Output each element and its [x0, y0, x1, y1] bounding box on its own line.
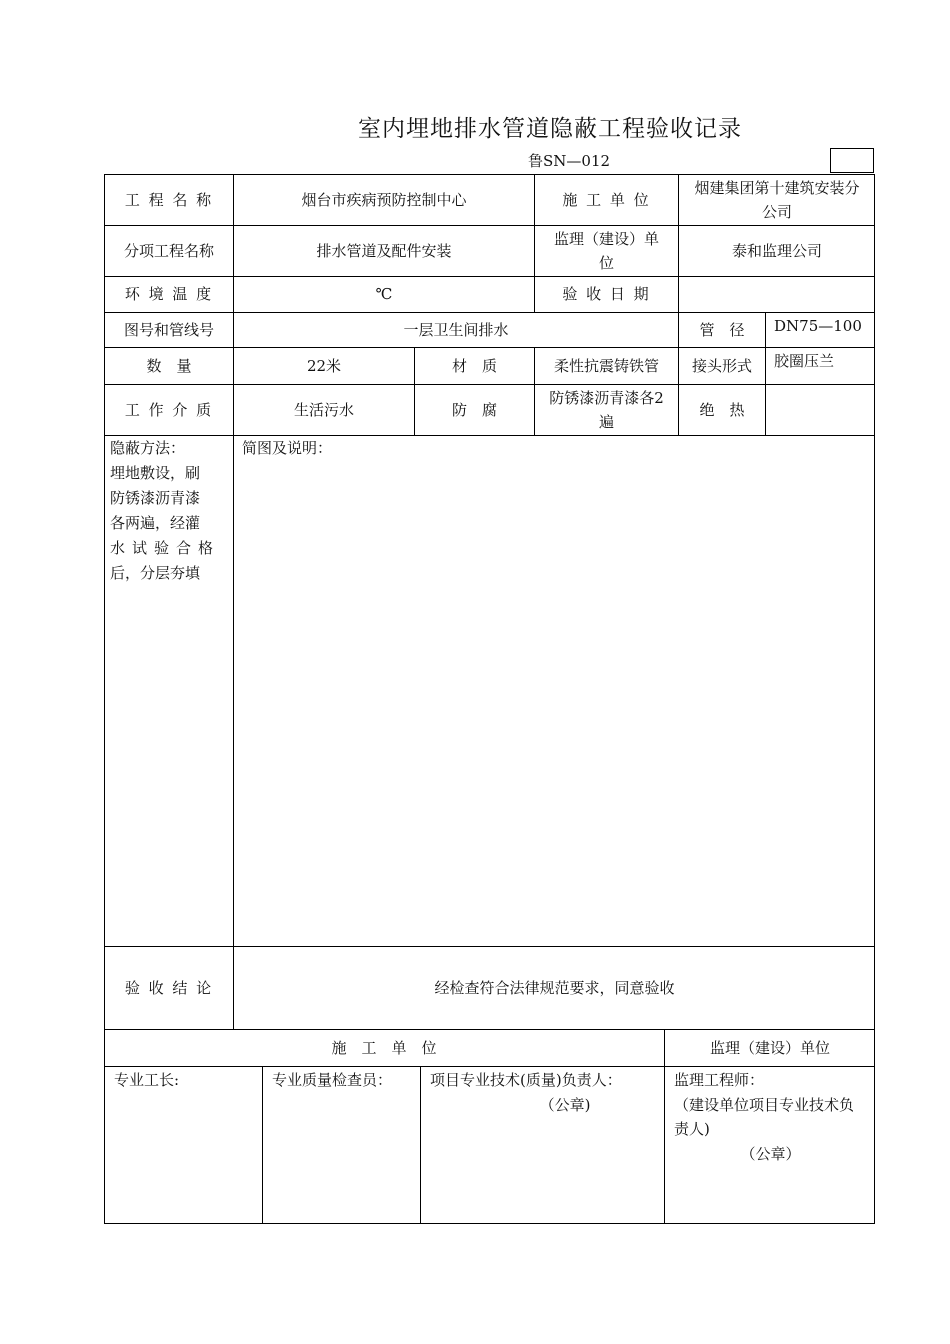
contractor-value: 烟建集团第十建筑安装分公司: [694, 178, 860, 221]
col-divider: [262, 1066, 263, 1224]
diagram-label: 简图及说明：: [242, 439, 333, 457]
accept-date-value: [679, 276, 875, 312]
sub-project-label: 分项工程名称: [123, 241, 214, 260]
form-code-box: [830, 148, 874, 173]
method-label: 隐蔽方法：: [110, 439, 186, 457]
tech-lead-signature: 项目专业技术(质量)负责人：: [430, 1071, 622, 1089]
supervision-unit-header: 监理（建设）单位: [709, 1038, 830, 1057]
method-line: 埋地敷设，刷: [110, 464, 201, 482]
project-name-label: 工 程 名 称: [124, 190, 214, 209]
env-temp-value: ℃: [375, 285, 393, 303]
supervisor-note: （建设单位项目专业技术负责人): [674, 1096, 855, 1138]
insulation-label: 绝 热: [699, 400, 745, 419]
contractor-label: 施 工 单 位: [562, 190, 651, 209]
conclusion-text: 经检查符合法律规范要求，同意验收: [434, 978, 675, 997]
tech-lead-seal: （公章): [539, 1096, 591, 1114]
anticorrosion-value: 防锈漆沥青漆各2遍: [549, 388, 664, 431]
page-title: 室内埋地排水管道隐蔽工程验收记录: [358, 116, 742, 142]
pipe-dia-value: DN75—100: [774, 317, 862, 335]
drawing-value: 一层卫生间排水: [403, 320, 509, 339]
quantity-value: 22米: [306, 356, 342, 375]
quantity-label: 数 量: [146, 356, 192, 375]
medium-label: 工 作 介 质: [124, 400, 214, 419]
env-temp-label: 环 境 温 度: [124, 285, 214, 303]
construction-unit-header: 施 工 单 位: [331, 1038, 437, 1057]
row-divider: [104, 1066, 875, 1067]
supervisor-engineer-signature: 监理工程师：: [674, 1071, 765, 1089]
supervisor-seal: （公章）: [740, 1145, 801, 1163]
medium-value: 生活污水: [293, 400, 354, 419]
method-line: 防锈漆沥青漆: [110, 489, 201, 507]
project-name-value: 烟台市疾病预防控制中心: [301, 190, 467, 209]
accept-date-label: 验 收 日 期: [562, 285, 651, 303]
insulation-value: [766, 384, 875, 435]
method-line: 水试验合格: [110, 539, 221, 557]
joint-label: 接头形式: [691, 356, 752, 375]
foreman-signature: 专业工长:: [114, 1071, 180, 1089]
concealment-method: [110, 436, 228, 586]
col-divider: [420, 1066, 421, 1224]
pipe-dia-label: 管 径: [699, 320, 745, 339]
joint-value: 胶圈压兰: [774, 352, 835, 370]
drawing-label: 图号和管线号: [123, 320, 214, 339]
material-label: 材 质: [451, 356, 497, 375]
conclusion-label: 验 收 结 论: [124, 978, 214, 997]
material-value: 柔性抗震铸铁管: [553, 356, 659, 375]
form-code: 鲁SN—012: [528, 152, 611, 170]
supervisor-value: 泰和监理公司: [731, 241, 822, 260]
method-line: 各两遍，经灌: [110, 514, 201, 532]
quality-inspector-signature: 专业质量检查员：: [272, 1071, 393, 1089]
anticorrosion-label: 防 腐: [451, 400, 497, 419]
sub-project-value: 排水管道及配件安装: [316, 241, 452, 260]
method-line: 后，分层夯填: [110, 564, 201, 582]
supervisor-label: 监理（建设）单位: [553, 229, 659, 272]
